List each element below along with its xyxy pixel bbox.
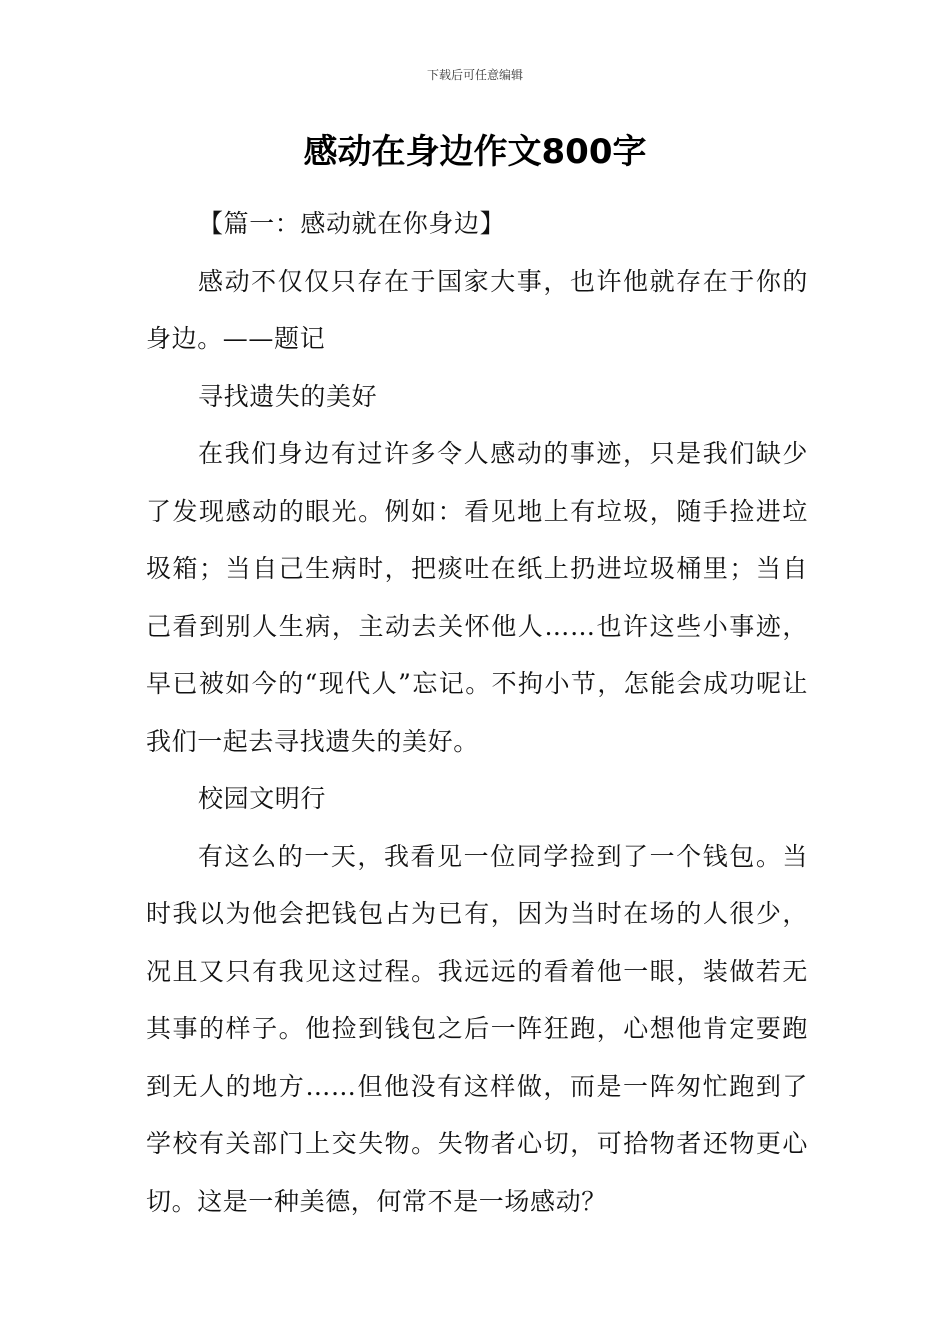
subheading: 寻找遗失的美好 xyxy=(198,381,378,411)
subheading: 校园文明行 xyxy=(198,784,327,813)
document-title: 感动在身边作文800字 xyxy=(303,132,647,172)
paragraph: 有这么的一天，我看见一位同学捡到了一个钱包。当时我以为他会把钱包占为已有，因为当时在场的人很少，况且又只有我见这过程。我远远的看着他一眼，装做若无其事的样子。他捡到钱包之后一阵狂跑，心想他肯定要跑到无人的地方……但他没有这样做，而是一阵匆忙跑到了学校有关部门上交失物。失物者心切，可拾物者还物更心切。这是一种美德，何常不是一场感动？ xyxy=(146,841,808,1216)
paragraph: 在我们身边有过许多令人感动的事迹，只是我们缺少了发现感动的眼光。例如：看见地上有垃圾，随手捡进垃圾箱；当自己生病时，把痰吐在纸上扔进垃圾桶里；当自己看到别人生病，主动去关怀他人……也许这些小事迹，早已被如今的“现代人”忘记。不拘小节，怎能会成功呢让我们一起去寻找遗失的美好。 xyxy=(146,439,808,756)
document-body xyxy=(146,195,808,1230)
section-heading: 【篇一：感动就在你身边】 xyxy=(198,209,506,238)
paragraph: 感动不仅仅只存在于国家大事，也许他就存在于你的身边。——题记 xyxy=(146,266,808,353)
header-note: 下载后可任意编辑 xyxy=(426,68,523,82)
